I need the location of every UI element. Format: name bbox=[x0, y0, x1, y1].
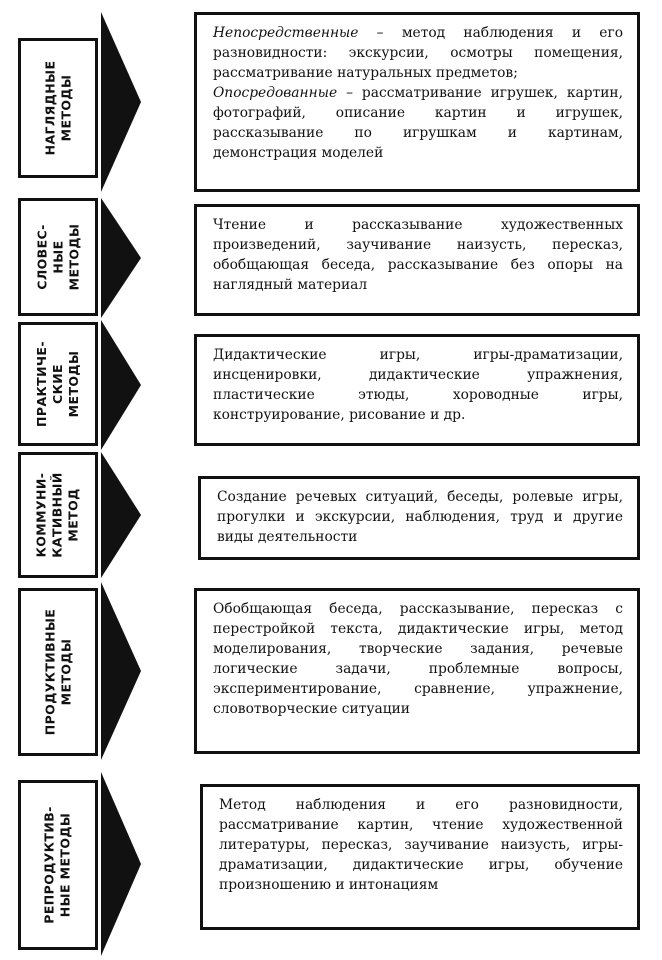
description-text: Обобщающая беседа, рассказывание, пересказ с перестройкой текста, дидактические игры, метод моделирования, творческие задания, речевые логические задачи, проблемные вопросы, экспериментирование, сравнение, упражнение, словотворческие ситуации bbox=[213, 601, 623, 717]
method-label-text: КОММУНИ- КАТИВНЫЙ МЕТОД bbox=[34, 472, 82, 558]
method-label-text: РЕПРОДУКТИВ- НЫЕ МЕТОДЫ bbox=[42, 806, 74, 924]
method-description-box bbox=[194, 588, 640, 754]
method-row-visual bbox=[0, 12, 662, 192]
description-text: – метод наблюдения и его разновидности: экскурсии, осмотры помещения, рассматривание натуральных предметов; bbox=[213, 25, 623, 81]
description-paragraph bbox=[219, 795, 623, 895]
method-row-verbal bbox=[0, 198, 662, 318]
arrow-icon bbox=[101, 320, 141, 450]
method-description-box bbox=[200, 784, 640, 930]
method-label-communicative bbox=[18, 452, 98, 578]
method-label-practical bbox=[18, 322, 98, 446]
method-row-communicative bbox=[0, 452, 662, 578]
description-term: Опосредованные bbox=[213, 85, 338, 101]
description-paragraph bbox=[213, 23, 623, 83]
method-row-reproductive bbox=[0, 772, 662, 956]
description-paragraph bbox=[213, 599, 623, 719]
arrow-icon bbox=[101, 452, 141, 578]
method-description-box bbox=[194, 334, 640, 446]
description-term: Непосредственные bbox=[213, 25, 359, 41]
arrow-icon bbox=[101, 12, 141, 192]
method-description-box bbox=[198, 476, 640, 560]
method-label-text: ПРОДУКТИВНЫЕ МЕТОДЫ bbox=[42, 608, 74, 736]
method-label-text: НАГЛЯДНЫЕ МЕТОДЫ bbox=[42, 60, 74, 156]
method-row-practical bbox=[0, 320, 662, 450]
method-label-visual bbox=[18, 38, 98, 178]
arrow-icon bbox=[101, 772, 141, 956]
method-description-box bbox=[194, 204, 640, 316]
arrow-icon bbox=[101, 582, 141, 760]
method-label-productive bbox=[18, 588, 98, 756]
description-text: Дидактические игры, игры-драматизации, инсценировки, дидактические упражнения, пластические этюды, хороводные игры, конструирование, рисование и др. bbox=[213, 347, 623, 423]
description-text: Чтение и рассказывание художественных произведений, заучивание наизусть, пересказ, обобщающая беседа, рассказывание без опоры на наглядный материал bbox=[213, 217, 623, 293]
description-text: Метод наблюдения и его разновидности, рассматривание картин, чтение художественной литературы, пересказ, заучивание наизусть, игры-драматизации, дидактические игры, обучение произношению и интонациям bbox=[219, 797, 623, 893]
method-label-verbal bbox=[18, 198, 98, 316]
description-paragraph bbox=[213, 345, 623, 425]
method-label-text: СЛОВЕС- НЫЕ МЕТОДЫ bbox=[34, 223, 81, 291]
description-text: – рассматривание игрушек, картин, фотографий, описание картин и игрушек, рассказывание по игрушкам и картинам, демонстрация моделей bbox=[213, 85, 623, 161]
description-paragraph bbox=[213, 215, 623, 295]
method-row-productive bbox=[0, 582, 662, 760]
description-paragraph bbox=[213, 83, 623, 163]
description-text: Создание речевых ситуаций, беседы, ролевые игры, прогулки и экскурсии, наблюдения, труд и другие виды деятельности bbox=[217, 489, 623, 545]
arrow-icon bbox=[101, 198, 141, 318]
method-label-reproductive bbox=[18, 780, 98, 950]
method-description-box bbox=[194, 12, 640, 192]
method-label-text: ПРАКТИЧЕ- СКИЕ МЕТОДЫ bbox=[34, 341, 81, 427]
description-paragraph bbox=[217, 487, 623, 547]
